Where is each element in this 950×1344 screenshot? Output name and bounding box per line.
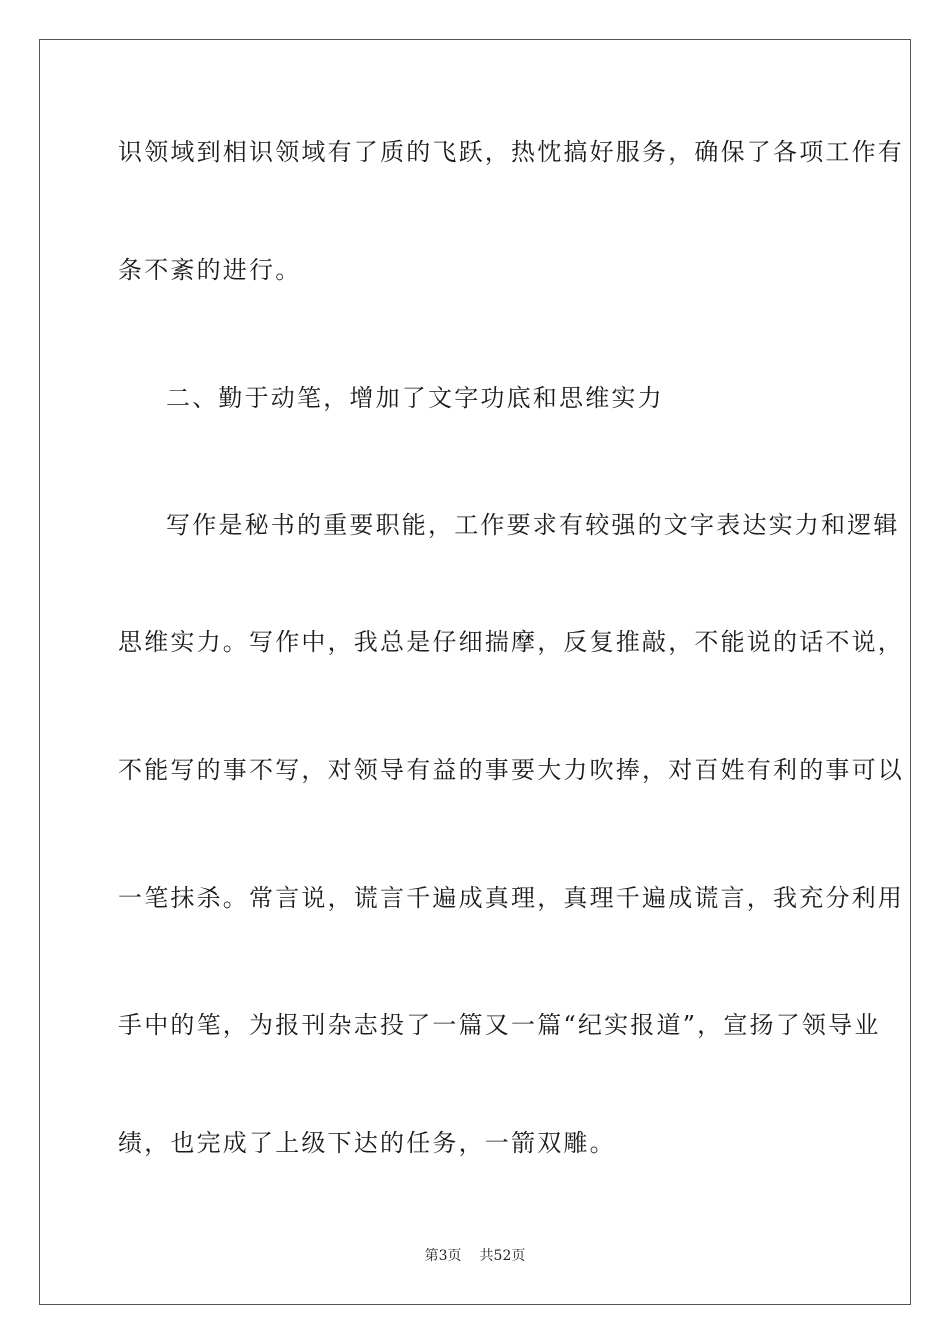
paragraph-line: 条不紊的进行。 <box>118 256 302 284</box>
paragraph-line: 一笔抹杀。常言说，谎言千遍成真理，真理千遍成谎言，我充分利用 <box>118 884 904 912</box>
section-heading: 二、勤于动笔，增加了文字功底和思维实力 <box>166 384 664 412</box>
paragraph-line: 思维实力。写作中，我总是仔细揣摩，反复推敲，不能说的话不说， <box>118 628 904 656</box>
paragraph-line: 不能写的事不写，对领导有益的事要大力吹捧，对百姓有利的事可以 <box>118 756 904 784</box>
page-number: 第3页 <box>424 1248 462 1264</box>
page-total: 共52页 <box>479 1248 526 1264</box>
page-border <box>39 39 911 1305</box>
paragraph-line: 绩，也完成了上级下达的任务，一箭双雕。 <box>118 1129 616 1157</box>
paragraph-line: 写作是秘书的重要职能，工作要求有较强的文字表达实力和逻辑 <box>166 511 900 539</box>
page-footer <box>0 1247 950 1265</box>
paragraph-line: 手中的笔，为报刊杂志投了一篇又一篇“纪实报道”，宣扬了领导业 <box>118 1011 881 1039</box>
paragraph-line: 识领域到相识领域有了质的飞跃，热忱搞好服务，确保了各项工作有 <box>118 138 904 166</box>
